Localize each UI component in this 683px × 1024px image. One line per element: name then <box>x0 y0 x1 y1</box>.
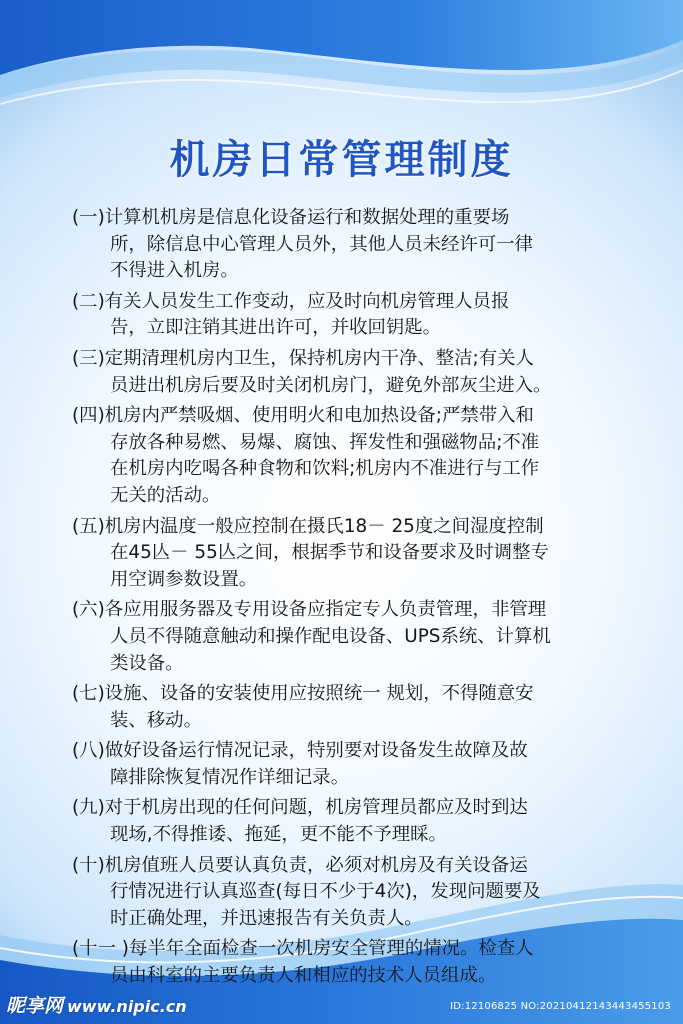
rule-line: 无关的活动。 <box>110 484 221 506</box>
rule-line: 不得进入机房。 <box>110 260 239 282</box>
rule-line: 存放各种易燃、易爆、腐蚀、挥发性和强磁物品;不准 <box>110 431 540 453</box>
rule-line: (十)机房值班人员要认真负责，必须对机房及有关设备运 <box>72 854 528 876</box>
rule-line: 用空调参数设置。 <box>110 568 258 590</box>
rule-item <box>72 205 620 285</box>
rule-line: 现场,不得推诿、拖延，更不能不予理睬。 <box>110 824 447 846</box>
rule-line: (三)定期清理机房内卫生，保持机房内干净、整洁;有关人 <box>72 347 534 369</box>
rule-line: (九)对于机房出现的任何问题，机房管理员都应及时到达 <box>72 797 528 819</box>
rule-line: 告，立即注销其进出许可，并收回钥匙。 <box>110 317 442 339</box>
watermark-logo-text: 昵享网 <box>6 995 64 1017</box>
rule-line: (四)机房内严禁吸烟、使用明火和电加热设备;严禁带入和 <box>72 405 534 427</box>
rule-line: (二)有关人员发生工作变动，应及时向机房管理人员报 <box>72 290 510 312</box>
rule-line: 在机房内吃喝各种食物和饮料;机房内不准进行与工作 <box>110 458 540 480</box>
rule-line: 障排除恢复情况作详细记录。 <box>110 766 350 788</box>
rules-list <box>72 205 620 994</box>
rule-line: 装、移动。 <box>110 709 202 731</box>
rule-item <box>72 936 620 989</box>
rule-line: (六)各应用服务器及专用设备应指定专人负责管理，非管理 <box>72 599 547 621</box>
rule-item <box>72 514 620 594</box>
rule-item <box>72 795 620 848</box>
rule-item <box>72 403 620 509</box>
rule-line: 员进出机房后要及时关闭机房门，避免外部灰尘进入。 <box>110 374 552 396</box>
rule-line: 行情况进行认真巡查(每日不少于4次)，发现问题要及 <box>110 881 541 903</box>
rule-line: 员由科室的主要负责人和相应的技术人员组成。 <box>110 965 497 987</box>
rule-line: (八)做好设备运行情况记录，特别要对设备发生故障及故 <box>72 740 528 762</box>
rule-item <box>72 346 620 399</box>
rule-line: 人员不得随意触动和操作配电设备、UPS系统、计算机 <box>110 625 551 647</box>
rule-item <box>72 597 620 677</box>
rule-item <box>72 289 620 342</box>
rule-item <box>72 681 620 734</box>
watermark-id: ID:12106825 NO:20210412143443455103 <box>450 1001 671 1012</box>
rule-item <box>72 853 620 933</box>
watermark-url: www.nipic.cn <box>67 997 187 1016</box>
page-title: 机房日常管理制度 <box>169 137 514 183</box>
rule-line: 所，除信息中心管理人员外，其他人员未经许可一律 <box>110 233 533 255</box>
rule-line: 在45亾－ 55亾之间，根据季节和设备要求及时调整专 <box>110 542 549 564</box>
rule-line: 类设备。 <box>110 652 184 674</box>
rule-line: (五)机房内温度一般应控制在摄氏18－ 25度之间湿度控制 <box>72 515 544 537</box>
watermark-logo <box>6 991 187 1018</box>
rule-line: 时正确处理，并迅速报告有关负责人。 <box>110 907 423 929</box>
rule-line: (一)计算机机房是信息化设备运行和数据处理的重要场 <box>72 207 510 228</box>
rule-item <box>72 738 620 791</box>
rule-line: (十一 )每半年全面检查一次机房安全管理的情况。检查人 <box>72 938 534 960</box>
rule-line: (七)设施、设备的安装使用应按照统一 规划，不得随意安 <box>72 683 534 705</box>
